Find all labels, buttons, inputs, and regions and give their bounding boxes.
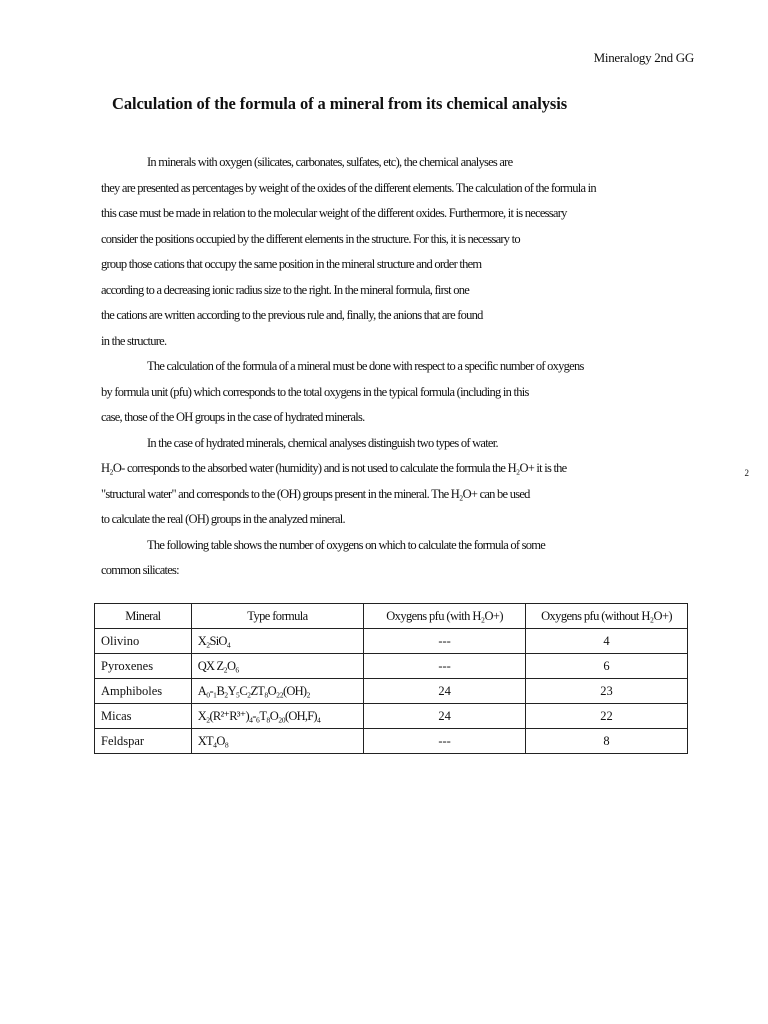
column-header-type-formula: Type formula (191, 604, 363, 629)
paragraph-1-line-2: they are presented as percentages by weight of the oxides of the different elements. The calculation of the formula in (101, 180, 596, 195)
paragraph-4-line-1: The following table shows the number of oxygens on which to calculate the formula of some (147, 537, 546, 552)
table-row (95, 679, 688, 704)
cell-formula: XT₄O₈ (191, 729, 363, 754)
paragraph-1-line-8: in the structure. (101, 333, 167, 348)
page-header: Mineralogy 2nd GG (593, 50, 694, 65)
cell-mineral: Pyroxenes (95, 654, 192, 679)
cell-mineral: Feldspar (95, 729, 192, 754)
paragraph-2-line-2: by formula unit (pfu) which corresponds to the total oxygens in the typical formula (including in this (101, 384, 529, 399)
paragraph-3-line-2 (101, 456, 749, 482)
cell-mineral: Olivino (95, 629, 192, 654)
paragraph-3-line-2-text: H₂O- corresponds to the absorbed water (humidity) and is not used to calculate the formula the H₂O+ it is the (101, 461, 567, 475)
silicates-oxygen-table (94, 603, 688, 754)
paragraph-1-line-7: the cations are written according to the previous rule and, finally, the anions that are found (101, 308, 483, 322)
cell-oxygens-without: 8 (526, 729, 688, 754)
paragraph-3-line-2-marker: 2 (744, 468, 749, 478)
paragraph-4-line-2: common silicates: (101, 563, 179, 577)
cell-oxygens-without: 6 (526, 654, 688, 679)
page-title: Calculation of the formula of a mineral from its chemical analysis (112, 94, 568, 113)
paragraph-1-line-5: group those cations that occupy the same position in the mineral structure and order them (101, 257, 482, 271)
paragraph-1-line-4: consider the positions occupied by the different elements in the structure. For this, it is necessary to (101, 231, 520, 246)
paragraph-2-line-1: The calculation of the formula of a mineral must be done with respect to a specific number of oxygens (147, 359, 584, 373)
paragraph-1-line-3: this case must be made in relation to the molecular weight of the different oxides. Furthermore, it is necessary (101, 206, 567, 220)
column-header-mineral: Mineral (95, 604, 192, 629)
paragraph-3-line-4: to calculate the real (OH) groups in the analyzed mineral. (101, 512, 345, 526)
table-row (95, 729, 688, 754)
column-header-oxygens-with-water: Oxygens pfu (with H₂O+) (364, 604, 526, 629)
cell-formula: X₂(R²⁺R³⁺)₄-₆T₈O₂₀(OH,F)₄ (191, 704, 363, 729)
column-header-oxygens-without-water: Oxygens pfu (without H₂O+) (526, 604, 688, 629)
cell-oxygens-with: --- (364, 629, 526, 654)
cell-oxygens-with: 24 (364, 679, 526, 704)
cell-formula: QX Z₂O₆ (191, 654, 363, 679)
table-row (95, 629, 688, 654)
cell-oxygens-with: --- (364, 654, 526, 679)
cell-oxygens-with: --- (364, 729, 526, 754)
paragraph-2-line-3: case, those of the OH groups in the case of hydrated minerals. (101, 410, 365, 424)
paragraph-3-line-3: "structural water" and corresponds to the (OH) groups present in the mineral. The H₂O+ can be used (101, 486, 530, 501)
cell-mineral: Amphiboles (95, 679, 192, 704)
cell-formula: A₀-₁B₂Y₅C₂ZT₈O₂₂(OH)₂ (191, 679, 363, 704)
paragraph-1-line-6: according to a decreasing ionic radius size to the right. In the mineral formula, first one (101, 282, 470, 297)
cell-oxygens-without: 23 (526, 679, 688, 704)
table-row (95, 704, 688, 729)
cell-oxygens-with: 24 (364, 704, 526, 729)
cell-mineral: Micas (95, 704, 192, 729)
table-row (95, 654, 688, 679)
cell-oxygens-without: 4 (526, 629, 688, 654)
cell-formula: X₂SiO₄ (191, 629, 363, 654)
paragraph-3-line-1: In the case of hydrated minerals, chemical analyses distinguish two types of water. (147, 435, 498, 450)
document-body (101, 150, 749, 584)
cell-oxygens-without: 22 (526, 704, 688, 729)
paragraph-1-line-1: In minerals with oxygen (silicates, carbonates, sulfates, etc), the chemical analyses are (147, 155, 513, 169)
table-header-row (95, 604, 688, 629)
